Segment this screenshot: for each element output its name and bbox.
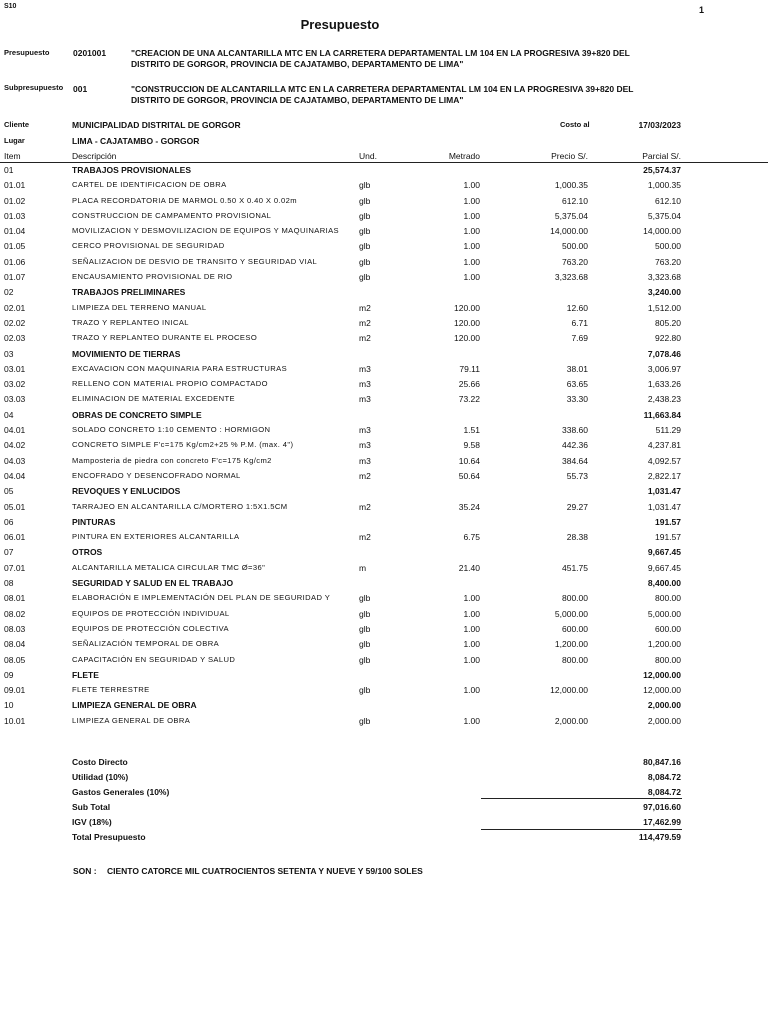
cell-item: 02.03: [4, 333, 26, 344]
cell-desc: CARTEL DE IDENTIFICACION DE OBRA: [72, 180, 227, 190]
cell-und: glb: [359, 608, 371, 619]
amount-in-words: [73, 866, 423, 876]
cell-metrado: 6.75: [463, 532, 480, 543]
cell-desc: PINTURA EN EXTERIORES ALCANTARILLA: [72, 532, 240, 542]
cell-und: m3: [359, 379, 371, 390]
cell-item: 03.01: [4, 363, 26, 374]
cell-parcial: 9,667.45: [647, 547, 681, 558]
cell-item: 01.04: [4, 226, 26, 237]
page-title: Presupuesto: [300, 17, 380, 32]
cell-metrado: 50.64: [458, 470, 480, 481]
cell-desc: OBRAS DE CONCRETO SIMPLE: [72, 409, 202, 420]
table-group-row: [0, 698, 768, 713]
cell-item: 04.03: [4, 455, 26, 466]
cell-precio: 12,000.00: [550, 685, 588, 696]
subpresupuesto-description: "CONSTRUCCION DE ALCANTARILLA MTC EN LA CARRETERA DEPARTAMENTAL LM 104 EN LA PROGRESIVA 39+820 DEL DISTRITO DE GORGOR, PROVINCIA DE CAJATAMBO, DEPARTAMENTO DE LIMA": [131, 84, 634, 105]
table-group-row: [0, 285, 768, 300]
cell-desc: OTROS: [72, 547, 103, 558]
system-code: S10: [4, 3, 17, 10]
cell-item: 01.01: [4, 180, 26, 191]
table-row: [0, 224, 768, 239]
table-row: [0, 500, 768, 515]
cell-metrado: 1.00: [463, 180, 480, 191]
summary-label: Costo Directo: [72, 757, 128, 767]
cell-precio: 55.73: [566, 470, 588, 481]
cell-item: 01.02: [4, 195, 26, 206]
table-row: [0, 469, 768, 484]
cell-parcial: 9,667.45: [647, 562, 681, 573]
summary-row: [0, 802, 768, 817]
table-group-row: [0, 163, 768, 178]
cell-parcial: 4,237.81: [647, 440, 681, 451]
summary-rule-1: [481, 798, 682, 799]
cell-parcial: 2,000.00: [647, 715, 681, 726]
presupuesto-code: 0201001: [73, 48, 107, 58]
cell-desc: SEÑALIZACION DE DESVIO DE TRANSITO Y SEGURIDAD VIAL: [72, 256, 318, 266]
cell-parcial: 191.57: [655, 516, 681, 527]
cell-desc: FLETE TERRESTRE: [72, 685, 150, 695]
cell-metrado: 1.00: [463, 226, 480, 237]
cell-und: glb: [359, 241, 371, 252]
cell-und: glb: [359, 639, 371, 650]
cell-und: m2: [359, 302, 371, 313]
cell-metrado: 120.00: [454, 333, 480, 344]
cell-precio: 800.00: [562, 654, 588, 665]
cell-parcial: 4,092.57: [647, 455, 681, 466]
cell-precio: 5,000.00: [554, 608, 588, 619]
cell-item: 01.05: [4, 241, 26, 252]
cell-desc: TARRAJEO EN ALCANTARILLA C/MORTERO 1:5X1.5CM: [72, 501, 288, 511]
cell-item: 05.01: [4, 501, 26, 512]
cell-und: glb: [359, 256, 371, 267]
table-row: [0, 714, 768, 729]
cell-desc: Mamposteria de piedra con concreto F'c=175 Kg/cm2: [72, 455, 272, 465]
cell-parcial: 600.00: [655, 623, 681, 634]
cell-desc: ALCANTARILLA METALICA CIRCULAR TMC Ø=36": [72, 562, 266, 572]
cell-parcial: 25,574.37: [643, 165, 681, 175]
cell-desc: LIMPIEZA GENERAL DE OBRA: [72, 700, 197, 711]
cell-item: 02: [4, 287, 14, 298]
cell-metrado: 1.00: [463, 654, 480, 665]
cell-item: 08.03: [4, 623, 26, 634]
cell-und: m: [359, 562, 367, 573]
cell-desc: EQUIPOS DE PROTECCIÓN COLECTIVA: [72, 623, 229, 633]
table-row: [0, 194, 768, 209]
cell-metrado: 35.24: [458, 501, 480, 512]
cell-parcial: 612.10: [655, 195, 681, 206]
table-row: [0, 255, 768, 270]
cell-metrado: 1.00: [463, 639, 480, 650]
cell-precio: 612.10: [562, 195, 588, 206]
cell-parcial: 191.57: [655, 532, 681, 543]
cell-precio: 763.20: [562, 256, 588, 267]
cell-desc: SOLADO CONCRETO 1:10 CEMENTO : HORMIGON: [72, 425, 271, 435]
lugar-label: Lugar: [4, 136, 25, 145]
page-number: 1: [698, 5, 704, 15]
cell-parcial: 3,006.97: [647, 363, 681, 374]
cell-precio: 63.65: [566, 379, 588, 390]
table-row: [0, 301, 768, 316]
cell-desc: TRABAJOS PROVISIONALES: [72, 165, 192, 175]
cell-und: m2: [359, 470, 371, 481]
column-header-und: Und.: [359, 151, 377, 161]
table-row: [0, 209, 768, 224]
cell-precio: 7.69: [571, 333, 588, 344]
cell-desc: TRAZO Y REPLANTEO DURANTE EL PROCESO: [72, 333, 258, 343]
column-header-item: Item: [4, 151, 21, 161]
cell-precio: 38.01: [566, 363, 588, 374]
cliente-value: MUNICIPALIDAD DISTRITAL DE GORGOR: [72, 120, 241, 130]
cell-item: 04.04: [4, 470, 26, 481]
cell-desc: CAPACITACIÓN EN SEGURIDAD Y SALUD: [72, 654, 236, 664]
cell-und: m2: [359, 501, 371, 512]
cell-metrado: 1.00: [463, 195, 480, 206]
cell-item: 01.03: [4, 210, 26, 221]
table-group-row: [0, 347, 768, 362]
cell-desc: PINTURAS: [72, 516, 116, 527]
cell-item: 05: [4, 486, 14, 497]
cell-desc: TRABAJOS PRELIMINARES: [72, 287, 186, 298]
cell-metrado: 79.11: [459, 363, 480, 374]
cell-precio: 3,323.68: [554, 272, 588, 283]
cell-desc: LIMPIEZA DEL TERRENO MANUAL: [72, 302, 207, 312]
cell-precio: 6.71: [571, 317, 588, 328]
table-row: [0, 591, 768, 606]
table-row: [0, 561, 768, 576]
summary-label: Utilidad (10%): [72, 772, 129, 782]
cell-item: 01.07: [4, 272, 26, 283]
subpresupuesto-label: Subpresupuesto: [4, 83, 64, 92]
cell-item: 06.01: [4, 532, 26, 543]
cell-item: 09: [4, 669, 14, 680]
cell-und: m3: [359, 440, 371, 451]
cell-desc: EXCAVACION CON MAQUINARIA PARA ESTRUCTURAS: [72, 363, 288, 373]
summary-row: [0, 787, 768, 802]
table-group-row: [0, 515, 768, 530]
cell-desc: SEGURIDAD Y SALUD EN EL TRABAJO: [72, 578, 234, 589]
cell-item: 02.02: [4, 317, 26, 328]
table-header: [0, 151, 768, 163]
summary-value: 8,084.72: [647, 787, 681, 797]
cell-item: 04.02: [4, 440, 26, 451]
cell-parcial: 1,031.47: [647, 486, 681, 497]
table-row: [0, 377, 768, 392]
cell-parcial: 12,000.00: [643, 685, 681, 696]
cell-metrado: 1.00: [463, 608, 480, 619]
table-row: [0, 270, 768, 285]
cell-desc: REVOQUES Y ENLUCIDOS: [72, 486, 181, 497]
cell-item: 08.05: [4, 654, 26, 665]
table-row: [0, 653, 768, 668]
cell-und: glb: [359, 654, 371, 665]
cell-item: 03.02: [4, 379, 26, 390]
table-row: [0, 178, 768, 193]
cell-item: 10.01: [4, 715, 26, 726]
cell-precio: 1,200.00: [554, 639, 588, 650]
cell-parcial: 5,375.04: [647, 210, 681, 221]
cell-desc: CONCRETO SIMPLE F'c=175 Kg/cm2+25 % P.M. (max. 4"): [72, 440, 294, 450]
cell-precio: 338.60: [562, 425, 588, 436]
cell-precio: 29.27: [566, 501, 588, 512]
cell-item: 04.01: [4, 425, 26, 436]
cell-und: glb: [359, 272, 371, 283]
summary-label: Gastos Generales (10%): [72, 787, 170, 797]
cell-item: 01: [4, 165, 14, 175]
cell-parcial: 805.20: [655, 317, 681, 328]
cell-parcial: 1,000.35: [647, 180, 681, 191]
cell-parcial: 14,000.00: [643, 226, 681, 237]
cell-parcial: 3,323.68: [647, 272, 681, 283]
cell-metrado: 1.00: [463, 241, 480, 252]
cell-parcial: 1,512.00: [647, 302, 681, 313]
column-header-metrado: Metrado: [448, 151, 480, 161]
table-row: [0, 607, 768, 622]
cell-parcial: 7,078.46: [647, 348, 681, 359]
cell-parcial: 1,031.47: [647, 501, 681, 512]
table-row: [0, 392, 768, 407]
cell-und: m3: [359, 455, 371, 466]
table-group-row: [0, 408, 768, 423]
cell-metrado: 1.51: [463, 425, 480, 436]
cell-metrado: 1.00: [463, 623, 480, 634]
cell-parcial: 1,633.26: [647, 379, 681, 390]
summary-row: [0, 772, 768, 787]
subpresupuesto-code: 001: [73, 84, 88, 94]
cell-item: 03.03: [4, 394, 26, 405]
cell-item: 08: [4, 578, 14, 589]
summary-value: 97,016.60: [643, 802, 681, 812]
table-group-row: [0, 576, 768, 591]
cell-parcial: 12,000.00: [643, 669, 681, 680]
cell-parcial: 800.00: [655, 654, 681, 665]
cell-parcial: 922.80: [655, 333, 681, 344]
cell-metrado: 25.66: [458, 379, 480, 390]
summary-rule-2: [481, 829, 682, 830]
cell-precio: 600.00: [562, 623, 588, 634]
cell-parcial: 800.00: [655, 593, 681, 604]
table-group-row: [0, 484, 768, 499]
cell-desc: ENCOFRADO Y DESENCOFRADO NORMAL: [72, 470, 241, 480]
summary-row: [0, 757, 768, 772]
cell-precio: 500.00: [562, 241, 588, 252]
presupuesto-label: Presupuesto: [4, 48, 50, 57]
table-row: [0, 239, 768, 254]
cell-item: 08.04: [4, 639, 26, 650]
summary-label: IGV (18%): [72, 817, 112, 827]
budget-table: [0, 151, 768, 729]
table-row: [0, 637, 768, 652]
cell-und: m3: [359, 363, 371, 374]
cell-und: m2: [359, 317, 371, 328]
cell-item: 10: [4, 700, 14, 711]
cell-und: glb: [359, 195, 371, 206]
cell-und: glb: [359, 210, 371, 221]
table-row: [0, 530, 768, 545]
table-row: [0, 454, 768, 469]
cell-item: 08.01: [4, 593, 26, 604]
cell-parcial: 8,400.00: [647, 578, 681, 589]
lugar-value: LIMA - CAJATAMBO - GORGOR: [72, 136, 200, 146]
cell-metrado: 1.00: [463, 593, 480, 604]
table-row: [0, 362, 768, 377]
cell-precio: 14,000.00: [550, 226, 588, 237]
cell-parcial: 2,822.17: [647, 470, 681, 481]
cell-und: glb: [359, 593, 371, 604]
cell-precio: 28.38: [566, 532, 588, 543]
summary-value: 17,462.99: [643, 817, 681, 827]
cell-und: m3: [359, 425, 371, 436]
cell-desc: RELLENO CON MATERIAL PROPIO COMPACTADO: [72, 379, 268, 389]
cell-parcial: 500.00: [655, 241, 681, 252]
cell-desc: SEÑALIZACIÓN TEMPORAL DE OBRA: [72, 639, 220, 649]
column-header-parcial: Parcial S/.: [642, 151, 681, 161]
cell-desc: LIMPIEZA GENERAL DE OBRA: [72, 715, 191, 725]
table-group-row: [0, 545, 768, 560]
cell-item: 04: [4, 409, 14, 420]
cell-item: 07: [4, 547, 14, 558]
cell-metrado: 1.00: [463, 272, 480, 283]
amount-in-words-label: SON :: [73, 866, 97, 876]
table-row: [0, 423, 768, 438]
cell-und: m3: [359, 394, 371, 405]
summary-value: 80,847.16: [643, 757, 681, 767]
cell-und: glb: [359, 623, 371, 634]
cliente-label: Cliente: [4, 120, 30, 129]
summary-value: 8,084.72: [647, 772, 681, 782]
cell-und: glb: [359, 226, 371, 237]
summary-value: 114,479.59: [638, 832, 681, 842]
cell-precio: 442.36: [562, 440, 588, 451]
cell-metrado: 73.22: [458, 394, 480, 405]
cell-desc: CONSTRUCCION DE CAMPAMENTO PROVISIONAL: [72, 210, 272, 220]
column-header-descripcion: Descripción: [72, 151, 117, 161]
table-group-row: [0, 668, 768, 683]
cell-desc: TRAZO Y REPLANTEO INICAL: [72, 317, 189, 327]
summary-label: Total Presupuesto: [72, 832, 146, 842]
cell-item: 08.02: [4, 608, 26, 619]
cell-item: 09.01: [4, 685, 26, 696]
cell-precio: 800.00: [562, 593, 588, 604]
cell-parcial: 5,000.00: [647, 608, 681, 619]
cell-desc: MOVIMIENTO DE TIERRAS: [72, 348, 181, 359]
cell-metrado: 1.00: [463, 210, 480, 221]
table-body: [0, 163, 768, 729]
cell-metrado: 1.00: [463, 685, 480, 696]
cell-parcial: 2,000.00: [647, 700, 681, 711]
cell-precio: 2,000.00: [554, 715, 588, 726]
cell-parcial: 3,240.00: [647, 287, 681, 298]
presupuesto-description: "CREACION DE UNA ALCANTARILLA MTC EN LA CARRETERA DEPARTAMENTAL LM 104 EN LA PROGRESIVA 39+820 DEL DISTRITO DE GORGOR, PROVINCIA DE CAJATAMBO, DEPARTAMENTO DE LIMA": [131, 48, 630, 69]
table-row: [0, 622, 768, 637]
cell-metrado: 1.00: [463, 715, 480, 726]
cell-parcial: 511.29: [655, 425, 681, 436]
costo-label: Costo al: [560, 120, 590, 129]
cell-item: 07.01: [4, 562, 26, 573]
table-row: [0, 438, 768, 453]
cell-parcial: 2,438.23: [647, 394, 681, 405]
cell-metrado: 21.40: [458, 562, 480, 573]
cell-desc: PLACA RECORDATORIA DE MARMOL 0.50 X 0.40 X 0.02m: [72, 195, 298, 205]
cell-parcial: 11,663.84: [643, 409, 681, 420]
cell-metrado: 9.58: [463, 440, 480, 451]
cell-desc: ENCAUSAMIENTO PROVISIONAL DE RIO: [72, 272, 233, 282]
cell-precio: 33.30: [566, 394, 588, 405]
cell-und: glb: [359, 715, 371, 726]
cell-precio: 5,375.04: [554, 210, 588, 221]
cell-precio: 1,000.35: [554, 180, 588, 191]
cell-und: m2: [359, 333, 371, 344]
cell-precio: 12.60: [566, 302, 588, 313]
cell-precio: 384.64: [562, 455, 588, 466]
cell-desc: ELABORACIÓN E IMPLEMENTACIÓN DEL PLAN DE SEGURIDAD Y: [72, 593, 331, 603]
cell-parcial: 1,200.00: [647, 639, 681, 650]
cell-und: glb: [359, 180, 371, 191]
column-header-precio: Precio S/.: [551, 151, 588, 161]
summary-label: Sub Total: [72, 802, 111, 812]
cell-metrado: 1.00: [463, 256, 480, 267]
cell-desc: ELIMINACION DE MATERIAL EXCEDENTE: [72, 394, 235, 404]
cell-desc: EQUIPOS DE PROTECCIÓN INDIVIDUAL: [72, 608, 230, 618]
cell-und: glb: [359, 685, 371, 696]
table-row: [0, 683, 768, 698]
cell-item: 03: [4, 348, 14, 359]
cell-metrado: 120.00: [454, 302, 480, 313]
table-row: [0, 331, 768, 346]
summary-row: [0, 832, 768, 847]
table-row: [0, 316, 768, 331]
cell-desc: MOVILIZACION Y DESMOVILIZACION DE EQUIPOS Y MAQUINARIAS: [72, 226, 340, 236]
cell-precio: 451.75: [562, 562, 588, 573]
cell-parcial: 763.20: [655, 256, 681, 267]
cell-metrado: 10.64: [458, 455, 480, 466]
cell-desc: CERCO PROVISIONAL DE SEGURIDAD: [72, 241, 225, 251]
cell-item: 06: [4, 516, 14, 527]
cell-item: 02.01: [4, 302, 26, 313]
cell-metrado: 120.00: [454, 317, 480, 328]
costo-date: 17/03/2023: [638, 120, 681, 130]
cell-item: 01.06: [4, 256, 26, 267]
amount-in-words-text: CIENTO CATORCE MIL CUATROCIENTOS SETENTA Y NUEVE Y 59/100 SOLES: [107, 866, 423, 876]
cell-und: m2: [359, 532, 371, 543]
cell-desc: FLETE: [72, 669, 99, 680]
